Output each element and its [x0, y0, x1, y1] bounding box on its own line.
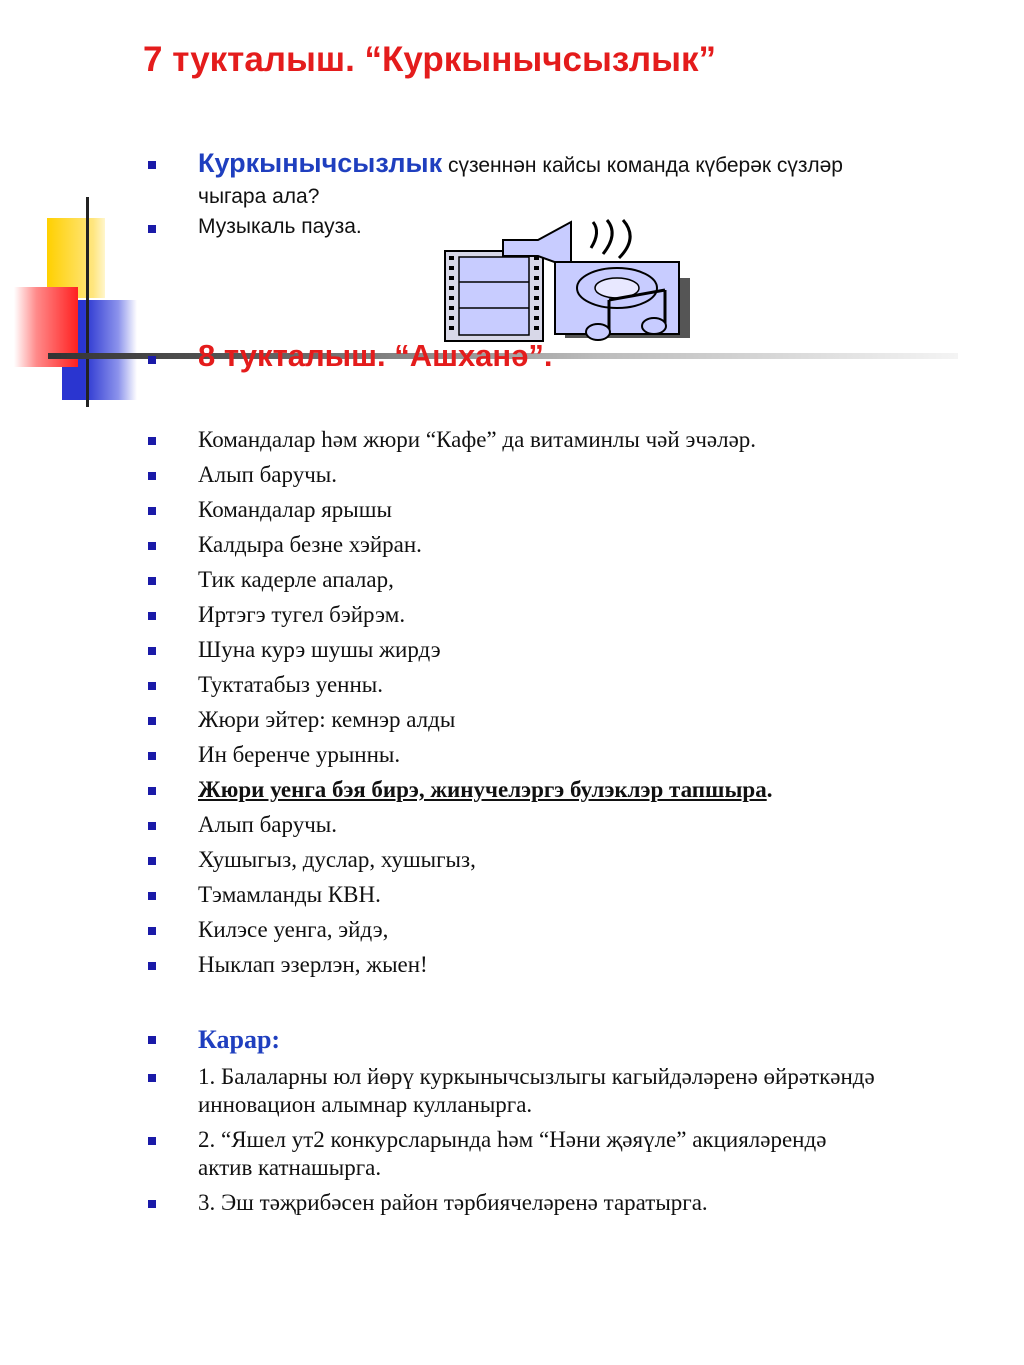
bullet-icon: [148, 962, 156, 970]
list-item: Тик кадерле апалар,: [198, 567, 394, 592]
bullet-icon: [148, 1074, 156, 1082]
list-item: Туктатабыз уенны.: [198, 672, 383, 697]
karar-item-line: инновацион алымнар кулланырга.: [198, 1092, 533, 1117]
list-item: Ин беренче урынны.: [198, 742, 401, 767]
list-item: Тэмамланды КВН.: [198, 882, 381, 907]
bullet-icon: [148, 225, 156, 233]
bullet-icon: [148, 472, 156, 480]
page-title: 7 тукталыш. “Куркынычсызлык”: [143, 40, 716, 79]
karar-item: [198, 1126, 988, 1182]
bullet-icon: [148, 1137, 156, 1145]
list-item: [198, 146, 843, 183]
bullet-icon: [148, 857, 156, 865]
keyword-rest: сүзеннән кайсы команда күберәк сүзләр: [442, 154, 843, 177]
section-heading: 8 тукталыш. “Ашханә”.: [198, 338, 553, 373]
underlined-text: Жюри уенга бэя бирэ, жинучелэргэ булэклэр тапшыра: [198, 777, 767, 802]
karar-item-line: 1. Балаларны юл йөрү куркынычсызлыгы кагыйдәләренә өйрәткәндә: [198, 1064, 875, 1089]
bullet-icon: [148, 507, 156, 515]
bullet-icon: [148, 647, 156, 655]
bullet-icon: [148, 717, 156, 725]
bullet-icon: [148, 577, 156, 585]
bullet-icon: [148, 892, 156, 900]
karar-item-line: 2. “Яшел ут2 конкурсларында һәм “Нәни җәяүле” акцияләрендә: [198, 1127, 827, 1152]
list-item: Жюри эйтер: кемнэр алды: [198, 707, 456, 732]
keyword: Куркынычсызлык: [198, 148, 443, 178]
bullet-icon: [148, 437, 156, 445]
multimedia-clipart-icon: [443, 218, 695, 348]
list-item: Калдыра безне хэйран.: [198, 532, 422, 557]
bullet-icon: [148, 542, 156, 550]
list-item: Алып баручы.: [198, 812, 337, 837]
karar-item-line: актив катнашырга.: [198, 1155, 382, 1180]
bullet-icon: [148, 752, 156, 760]
list-item: Хушыгыз, дуслар, хушыгыз,: [198, 847, 476, 872]
bullet-icon: [148, 1036, 156, 1044]
list-item: [198, 776, 772, 804]
list-item: Шуна курэ шушы жирдэ: [198, 637, 441, 662]
list-item: Алып баручы.: [198, 462, 337, 487]
bullet-icon: [148, 161, 156, 169]
color-blocks-decoration: [0, 195, 150, 410]
bold-suffix: .: [766, 777, 773, 802]
list-item: Килэсе уенга, эйдэ,: [198, 917, 389, 942]
list-item: Иртэгэ тугел бэйрэм.: [198, 602, 406, 627]
list-item: Музыкаль пауза.: [198, 215, 362, 238]
bullet-icon: [148, 822, 156, 830]
bullet-icon: [148, 787, 156, 795]
bullet-icon: [148, 1200, 156, 1208]
karar-heading: Карар:: [198, 1025, 281, 1054]
list-item: Ныклап эзерлэн, жыен!: [198, 952, 428, 977]
bullet-icon: [148, 927, 156, 935]
karar-item: [198, 1063, 988, 1119]
list-item: Командалар ярышы: [198, 497, 392, 522]
bullet-icon: [148, 682, 156, 690]
list-item-continuation: чыгара ала?: [198, 185, 320, 208]
bullet-icon: [148, 612, 156, 620]
karar-item: 3. Эш тәҗрибәсен район тәрбиячеләренә таратырга.: [198, 1190, 708, 1215]
list-item: Командалар һәм жюри “Кафе” да витаминлы чәй эчәләр.: [198, 427, 757, 452]
bullet-icon: [148, 356, 156, 364]
